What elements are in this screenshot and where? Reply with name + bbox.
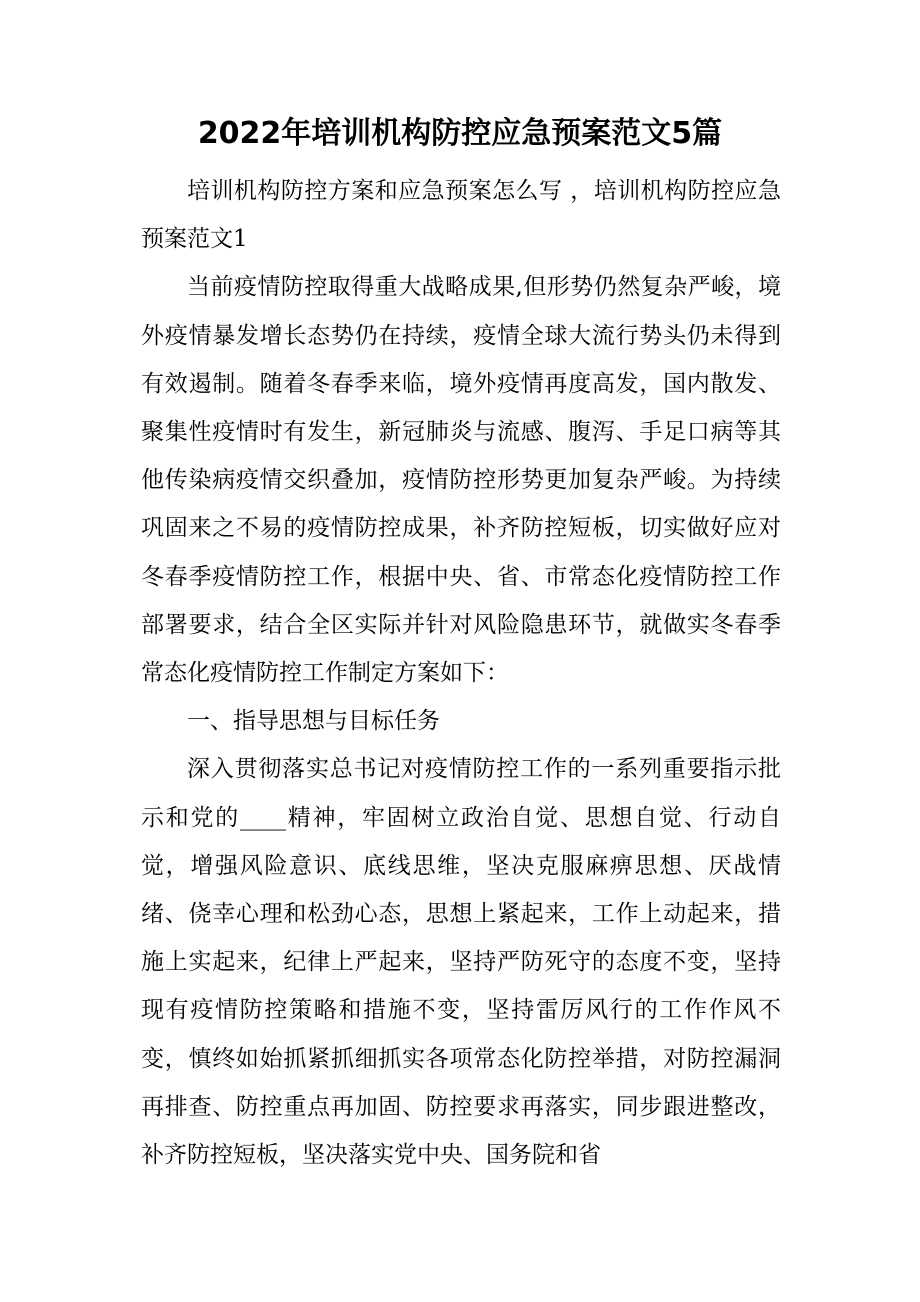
subtitle-paragraph: 培训机构防控方案和应急预案怎么写 ，培训机构防控应急预案范文1 [141,178,781,253]
section-heading: 一、指导思想与目标任务 [187,708,440,735]
section-body-paragraph: 深入贯彻落实总书记对疫情防控工作的一系列重要指示批示和党的____精神，牢固树立政治自觉、思想自觉、行动自觉，增强风险意识、底线思维，坚决克服麻痹思想、厌战情绪、侥幸心理和松劲心态，思想上紧起来，工作上动起来，措施上实起来，纪律上严起来，坚持严防死守的态度不变，坚持现有疫情防控策略和措施不变，坚持雷厉风行的工作作风不变，慎终如始抓紧抓细抓实各项常态化防控举措，对防控漏洞再排查、防控重点再加固、防控要求再落实，同步跟进整改，补齐防控短板，坚决落实党中央、国务院和省 [141,756,781,1169]
document-title: 2022年培训机构防控应急预案范文5篇 [197,116,723,151]
intro-paragraph: 当前疫情防控取得重大战略成果,但形势仍然复杂严峻，境外疫情暴发增长态势仍在持续，疫情全球大流行势头仍未得到有效遏制。随着冬春季来临，境外疫情再度高发，国内散发、聚集性疫情时有发生，新冠肺炎与流感、腹泻、手足口病等其他传染病疫情交织叠加，疫情防控形势更加复杂严峻。为持续巩固来之不易的疫情防控成果，补齐防控短板，切实做好应对冬春季疫情防控工作，根据中央、省、市常态化疫情防控工作部署要求，结合全区实际并针对风险隐患环节，就做实冬春季常态化疫情防控工作制定方案如下： [141,274,781,687]
document-body [141,167,781,1179]
